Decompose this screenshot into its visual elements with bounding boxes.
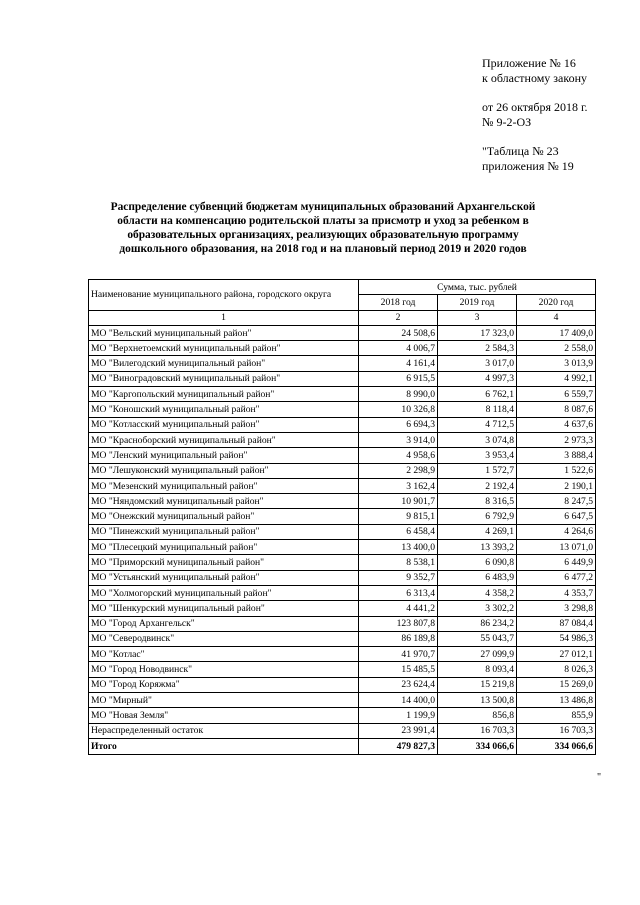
municipality-name: МО "Приморский муниципальный район" — [89, 555, 359, 570]
table-row — [89, 432, 596, 447]
total-2020: 334 066,6 — [517, 738, 596, 754]
amount-cell: 4 358,2 — [438, 585, 517, 600]
municipality-name: МО "Вельский муниципальный район" — [89, 325, 359, 340]
municipality-name: МО "Ленский муниципальный район" — [89, 448, 359, 463]
table-row — [89, 509, 596, 524]
amount-cell: 6 647,5 — [517, 509, 596, 524]
law-date: от 26 октября 2018 г. — [482, 100, 588, 114]
amount-cell: 8 247,5 — [517, 494, 596, 509]
amount-cell: 1 522,6 — [517, 463, 596, 478]
table-row — [89, 524, 596, 539]
municipality-name: МО "Плесецкий муниципальный район" — [89, 540, 359, 555]
amount-cell: 856,8 — [438, 708, 517, 723]
col-number: 1 — [89, 310, 359, 325]
table-row — [89, 417, 596, 432]
table-ref: "Таблица № 23 — [482, 144, 559, 158]
amount-cell: 3 914,0 — [359, 432, 438, 447]
municipality-name: МО "Шенкурский муниципальный район" — [89, 601, 359, 616]
municipality-name: МО "Город Новодвинск" — [89, 662, 359, 677]
amount-cell: 15 269,0 — [517, 677, 596, 692]
amount-cell: 2 558,0 — [517, 341, 596, 356]
amount-cell: 10 326,8 — [359, 402, 438, 417]
municipality-name: МО "Коношский муниципальный район" — [89, 402, 359, 417]
amount-cell: 3 074,8 — [438, 432, 517, 447]
amount-cell: 2 192,4 — [438, 478, 517, 493]
amount-cell: 41 970,7 — [359, 647, 438, 662]
amount-cell: 16 703,3 — [438, 723, 517, 738]
amount-cell: 6 694,3 — [359, 417, 438, 432]
amount-cell: 23 991,4 — [359, 723, 438, 738]
sum-header: Сумма, тыс. рублей — [359, 280, 596, 295]
municipality-name: МО "Лешуконский муниципальный район" — [89, 463, 359, 478]
amount-cell: 15 485,5 — [359, 662, 438, 677]
amount-cell: 13 393,2 — [438, 540, 517, 555]
amount-cell: 8 538,1 — [359, 555, 438, 570]
appendix-law-ref: к областному закону — [482, 71, 588, 85]
amount-cell: 24 508,6 — [359, 325, 438, 340]
municipality-name: МО "Онежский муниципальный район" — [89, 509, 359, 524]
amount-cell: 6 559,7 — [517, 387, 596, 402]
amount-cell: 54 986,3 — [517, 631, 596, 646]
amount-cell: 4 997,3 — [438, 371, 517, 386]
amount-cell: 8 990,0 — [359, 387, 438, 402]
law-number: № 9-2-ОЗ — [482, 115, 532, 129]
municipality-name: МО "Няндомский муниципальный район" — [89, 494, 359, 509]
amount-cell: 9 815,1 — [359, 509, 438, 524]
col-number: 4 — [517, 310, 596, 325]
municipality-name: МО "Вилегодский муниципальный район" — [89, 356, 359, 371]
table-row — [89, 463, 596, 478]
amount-cell: 87 084,4 — [517, 616, 596, 631]
municipality-name: МО "Котлас" — [89, 647, 359, 662]
amount-cell: 13 400,0 — [359, 540, 438, 555]
municipality-name: МО "Северодвинск" — [89, 631, 359, 646]
amount-cell: 13 486,8 — [517, 693, 596, 708]
municipality-name: МО "Котласский муниципальный район" — [89, 417, 359, 432]
appendix-number: Приложение № 16 — [482, 56, 576, 70]
amount-cell: 3 013,9 — [517, 356, 596, 371]
table-row — [89, 570, 596, 585]
amount-cell: 3 888,4 — [517, 448, 596, 463]
appendix-header — [482, 56, 588, 174]
amount-cell: 855,9 — [517, 708, 596, 723]
col-name-header: Наименование муниципального района, городского округа — [89, 280, 359, 311]
amount-cell: 123 807,8 — [359, 616, 438, 631]
amount-cell: 86 189,8 — [359, 631, 438, 646]
municipality-name: МО "Красноборский муниципальный район" — [89, 432, 359, 447]
amount-cell: 6 792,9 — [438, 509, 517, 524]
amount-cell: 4 637,6 — [517, 417, 596, 432]
municipality-name: МО "Пинежский муниципальный район" — [89, 524, 359, 539]
amount-cell: 6 762,1 — [438, 387, 517, 402]
municipality-name: МО "Город Архангельск" — [89, 616, 359, 631]
amount-cell: 6 458,4 — [359, 524, 438, 539]
municipality-name: МО "Холмогорский муниципальный район" — [89, 585, 359, 600]
table-row — [89, 356, 596, 371]
total-row — [89, 738, 596, 754]
amount-cell: 4 712,5 — [438, 417, 517, 432]
amount-cell: 1 572,7 — [438, 463, 517, 478]
municipality-name: МО "Город Коряжма" — [89, 677, 359, 692]
amount-cell: 86 234,2 — [438, 616, 517, 631]
table-row — [89, 647, 596, 662]
amount-cell: 14 400,0 — [359, 693, 438, 708]
table-row — [89, 616, 596, 631]
municipality-name: МО "Мирный" — [89, 693, 359, 708]
table-row — [89, 585, 596, 600]
municipality-name: Нераспределенный остаток — [89, 723, 359, 738]
amount-cell: 6 449,9 — [517, 555, 596, 570]
table-row — [89, 448, 596, 463]
amount-cell: 15 219,8 — [438, 677, 517, 692]
table-row — [89, 723, 596, 738]
subsidy-table — [88, 279, 596, 755]
total-label: Итого — [89, 738, 359, 754]
table-row — [89, 677, 596, 692]
amount-cell: 8 093,4 — [438, 662, 517, 677]
municipality-name: МО "Виноградовский муниципальный район" — [89, 371, 359, 386]
amount-cell: 55 043,7 — [438, 631, 517, 646]
amount-cell: 27 012,1 — [517, 647, 596, 662]
table-row — [89, 325, 596, 340]
amount-cell: 3 302,2 — [438, 601, 517, 616]
municipality-name: МО "Мезенский муниципальный район" — [89, 478, 359, 493]
municipality-name: МО "Устьянский муниципальный район" — [89, 570, 359, 585]
amount-cell: 4 992,1 — [517, 371, 596, 386]
table-row — [89, 662, 596, 677]
amount-cell: 23 624,4 — [359, 677, 438, 692]
amount-cell: 4 264,6 — [517, 524, 596, 539]
amount-cell: 6 477,2 — [517, 570, 596, 585]
amount-cell: 4 006,7 — [359, 341, 438, 356]
year-header: 2018 год — [359, 295, 438, 310]
table-row — [89, 601, 596, 616]
table-row — [89, 555, 596, 570]
amount-cell: 6 090,8 — [438, 555, 517, 570]
municipality-name: МО "Верхнетоемский муниципальный район" — [89, 341, 359, 356]
amount-cell: 4 269,1 — [438, 524, 517, 539]
amount-cell: 3 953,4 — [438, 448, 517, 463]
table-row — [89, 540, 596, 555]
table-row — [89, 708, 596, 723]
document-title: Распределение субвенций бюджетам муниципальных образований Архангельской области на компенсацию родительской платы за присмотр и уход за ребенком в образовательных организациях, реализующих образовательную программу дошкольного образования, на 2018 год и на плановый период 2019 и 2020 годов — [110, 201, 536, 255]
amount-cell: 16 703,3 — [517, 723, 596, 738]
amount-cell: 27 099,9 — [438, 647, 517, 662]
amount-cell: 9 352,7 — [359, 570, 438, 585]
table-row — [89, 494, 596, 509]
amount-cell: 3 298,8 — [517, 601, 596, 616]
year-header: 2020 год — [517, 295, 596, 310]
total-2019: 334 066,6 — [438, 738, 517, 754]
amount-cell: 8 087,6 — [517, 402, 596, 417]
table-row — [89, 387, 596, 402]
amount-cell: 3 162,4 — [359, 478, 438, 493]
amount-cell: 2 298,9 — [359, 463, 438, 478]
table-row — [89, 631, 596, 646]
amount-cell: 4 161,4 — [359, 356, 438, 371]
amount-cell: 6 915,5 — [359, 371, 438, 386]
col-number: 2 — [359, 310, 438, 325]
total-2018: 479 827,3 — [359, 738, 438, 754]
col-number: 3 — [438, 310, 517, 325]
table-row — [89, 371, 596, 386]
closing-quote: " — [597, 772, 602, 783]
amount-cell: 4 353,7 — [517, 585, 596, 600]
amount-cell: 2 973,3 — [517, 432, 596, 447]
amount-cell: 8 118,4 — [438, 402, 517, 417]
municipality-name: МО "Новая Земля" — [89, 708, 359, 723]
amount-cell: 6 313,4 — [359, 585, 438, 600]
table-row — [89, 478, 596, 493]
municipality-name: МО "Каргопольский муниципальный район" — [89, 387, 359, 402]
amount-cell: 4 958,6 — [359, 448, 438, 463]
amount-cell: 2 190,1 — [517, 478, 596, 493]
amount-cell: 17 409,0 — [517, 325, 596, 340]
amount-cell: 1 199,9 — [359, 708, 438, 723]
amount-cell: 10 901,7 — [359, 494, 438, 509]
table-row — [89, 693, 596, 708]
amount-cell: 6 483,9 — [438, 570, 517, 585]
table-row — [89, 341, 596, 356]
amount-cell: 8 026,3 — [517, 662, 596, 677]
amount-cell: 13 071,0 — [517, 540, 596, 555]
amount-cell: 17 323,0 — [438, 325, 517, 340]
amount-cell: 8 316,5 — [438, 494, 517, 509]
year-header: 2019 год — [438, 295, 517, 310]
amount-cell: 2 584,3 — [438, 341, 517, 356]
table-appendix-ref: приложения № 19 — [482, 159, 574, 173]
amount-cell: 3 017,0 — [438, 356, 517, 371]
table-row — [89, 402, 596, 417]
amount-cell: 4 441,2 — [359, 601, 438, 616]
amount-cell: 13 500,8 — [438, 693, 517, 708]
